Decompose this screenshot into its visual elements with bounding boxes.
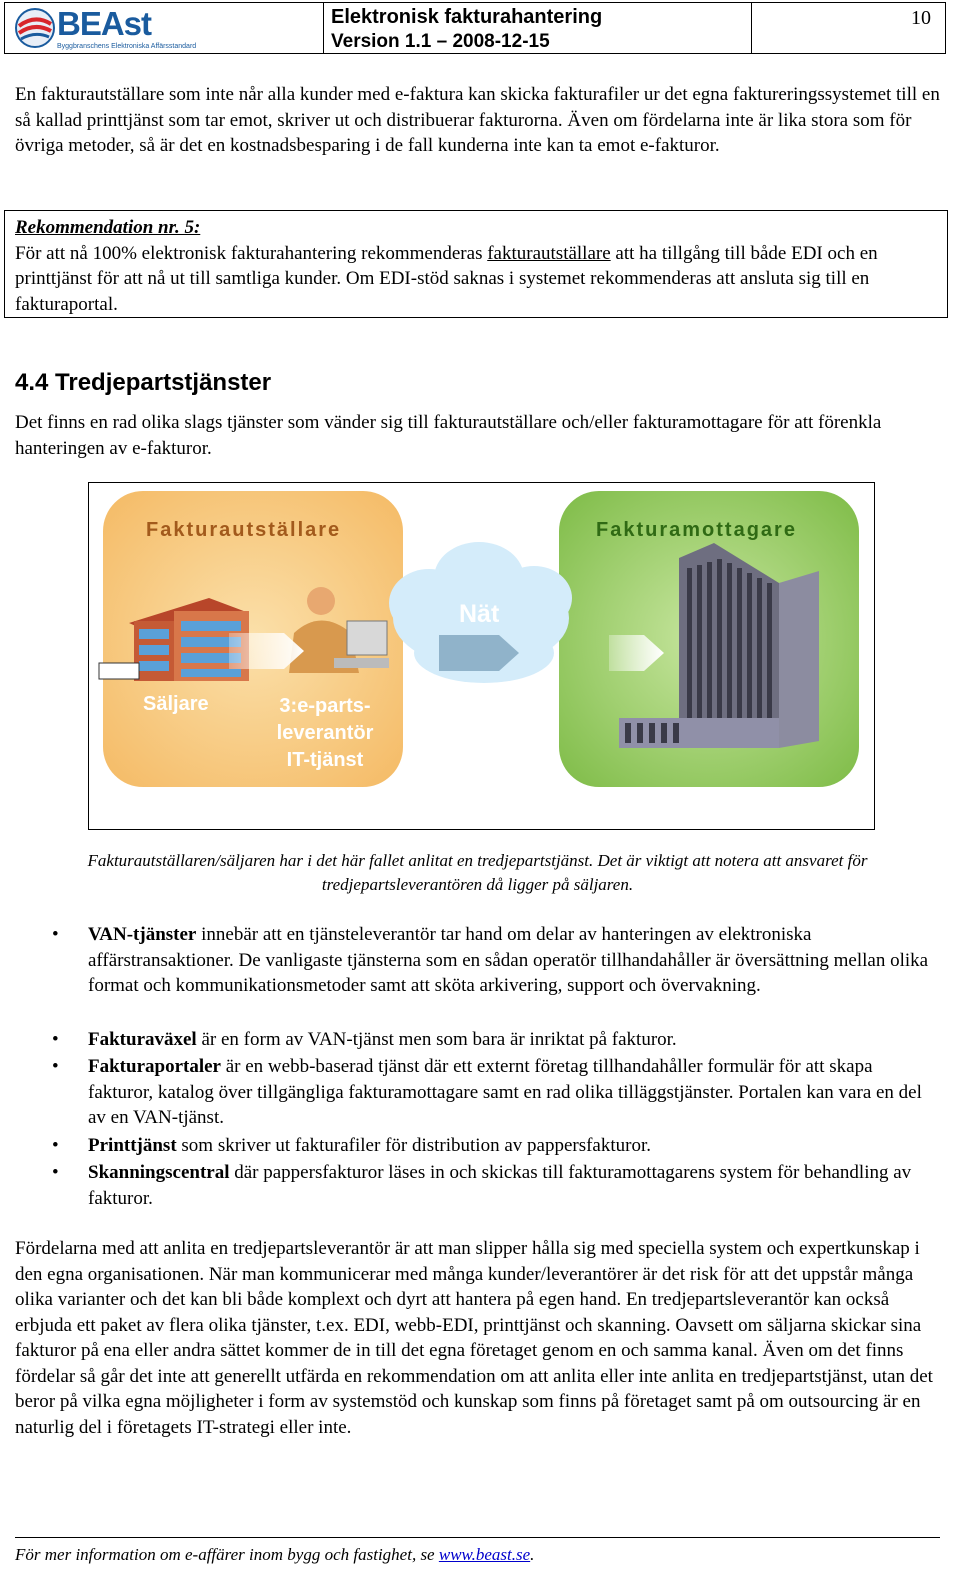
list-item xyxy=(52,1133,936,1159)
beast-logo-icon xyxy=(13,6,57,50)
closing-paragraph: Fördelarna med att anlita en tredjepartsleverantör är att man slipper hålla sig med speciella system och expertkunskap i den egna organisationen. När man kommunicerar med många kunder/leverantörer är det risk för att det uppstår många olika varianter och det kan bli både komplext och dyrt att hantera på egen hand. En tredjepartsleverantör kan också erbjuda ett paket av flera olika tjänster, t.ex. EDI, webb-EDI, printtjänst och skanning. Oavsett om säljarna skickar sina fakturor på ena eller andra sättet kommer de in till det egna företaget genom en och samma kanal. Även om det finns fördelar så går det inte att generellt utfärda en rekommendation om att anlita eller inte anlita en tredjepartstjänst, utan det beror på vilka egna möjligheter i form av systemstöd och kunskap som finns på företaget samt på om outsourcing är en naturlig del i företagets IT-strategi eller inte. xyxy=(15,1238,933,1438)
logo-cell xyxy=(5,3,324,53)
bullet-icon: • xyxy=(52,1056,59,1077)
page-number-cell xyxy=(751,3,945,53)
bullet-icon: • xyxy=(52,924,59,945)
recommendation-content xyxy=(15,215,935,317)
seller-label: Säljare xyxy=(143,693,209,715)
figure-caption: Fakturautställaren/säljaren har i det här fallet anlitat en tredjepartstjänst. Det är viktigt att notera att ansvaret för tredjepartsleverantören då ligger på säljaren. xyxy=(87,851,868,894)
document-version: Version 1.1 – 2008-12-15 xyxy=(331,31,550,52)
list-item xyxy=(52,1027,936,1053)
third-party-label xyxy=(273,693,377,774)
recommendation-text-2: att ha tillgång till både EDI och en printtjänst för att nå ut till samtliga kunder. Om EDI-stöd saknas i systemet rekommenderas att ansluta sig till en fakturaportal. xyxy=(15,242,878,315)
page-footer xyxy=(15,1545,534,1565)
list-item xyxy=(52,1160,936,1211)
list-item-term: Skanningscentral xyxy=(88,1162,230,1183)
list-item-term: Fakturaportaler xyxy=(88,1056,221,1077)
list-item-text: där pappersfakturor läses in och skickas till fakturamottagarens system för behandling av fakturor. xyxy=(88,1162,912,1209)
footer-text: För mer information om e-affärer inom bygg och fastighet, se xyxy=(15,1545,439,1564)
document-title: Elektronisk fakturahantering xyxy=(331,6,603,28)
intro-paragraph: En fakturautställare som inte når alla kunder med e-faktura kan skicka fakturafiler ur det egna faktureringssystemet till en så kallad printtjänst som tar emot, skriver ut och distribuerar fakturorna. Även om fördelarna inte är lika stora som för övriga metoder, så är det en kostnadsbesparing i de fall kunderna inte kan ta emot e-fakturor. xyxy=(15,84,940,156)
recommendation-heading: Rekommendation nr. 5: xyxy=(15,217,201,238)
page-number: 10 xyxy=(911,7,931,29)
list-item-term: Fakturaväxel xyxy=(88,1029,197,1050)
list-item-text: är en form av VAN-tjänst men som bara är inriktat på fakturor. xyxy=(196,1029,677,1050)
third-party-line-2: leverantör xyxy=(276,722,374,744)
recommendation-text-1: För att nå 100% elektronisk fakturahantering rekommenderas xyxy=(15,242,488,264)
list-item-term: Printtjänst xyxy=(88,1135,177,1156)
list-item xyxy=(52,922,936,999)
receiver-title: Fakturamottagare xyxy=(596,519,797,541)
list-item-text: som skriver ut fakturafiler för distribution av pappersfakturor. xyxy=(176,1135,651,1156)
network-label: Nät xyxy=(459,600,500,628)
list-item-text: är en webb-baserad tjänst där ett externt företag tillhandahåller formulär för att skapa fakturor, katalog över tillgängliga fakturamottagare samt en rad olika tilläggstjänster. Portalen kan vara en del av en VAN-tjänst. xyxy=(88,1056,922,1128)
recommendation-underlined: fakturautställare xyxy=(487,242,611,264)
footer-link[interactable]: www.beast.se xyxy=(438,1545,531,1564)
bullet-icon: • xyxy=(52,1135,59,1156)
section-intro: Det finns en rad olika slags tjänster som vänder sig till fakturautställare och/eller fakturamottagare för att förenkla hanteringen av e-fakturor. xyxy=(15,412,882,459)
page-header xyxy=(4,2,946,54)
section-title: 4.4 Tredjepartstjänster xyxy=(15,369,272,396)
third-party-diagram xyxy=(88,482,875,830)
third-party-line-1: 3:e-parts- xyxy=(279,695,371,717)
recommendation-box xyxy=(4,210,948,318)
list-item-term: VAN-tjänster xyxy=(88,924,197,945)
footer-divider xyxy=(15,1537,940,1538)
list-item xyxy=(52,1054,936,1131)
sender-title: Fakturautställare xyxy=(146,519,342,541)
bullet-icon: • xyxy=(52,1162,59,1183)
footer-suffix: . xyxy=(530,1545,535,1564)
list-item-text: innebär att en tjänsteleverantör tar hand om delar av hanteringen av elektroniska affärstransaktioner. De vanligaste tjänsterna som en sådan operatör tillhandahåller är översättning mellan olika format och kommunikationsmetoder samt att sköta arkivering, support och övervakning. xyxy=(88,924,929,996)
logo-subtext: Byggbranschens Elektroniska Affärsstandard xyxy=(57,43,197,50)
title-cell xyxy=(323,3,752,53)
logo-text: BEAst xyxy=(57,5,152,42)
third-party-line-3: IT-tjänst xyxy=(286,749,364,771)
bullet-icon: • xyxy=(52,1029,59,1050)
